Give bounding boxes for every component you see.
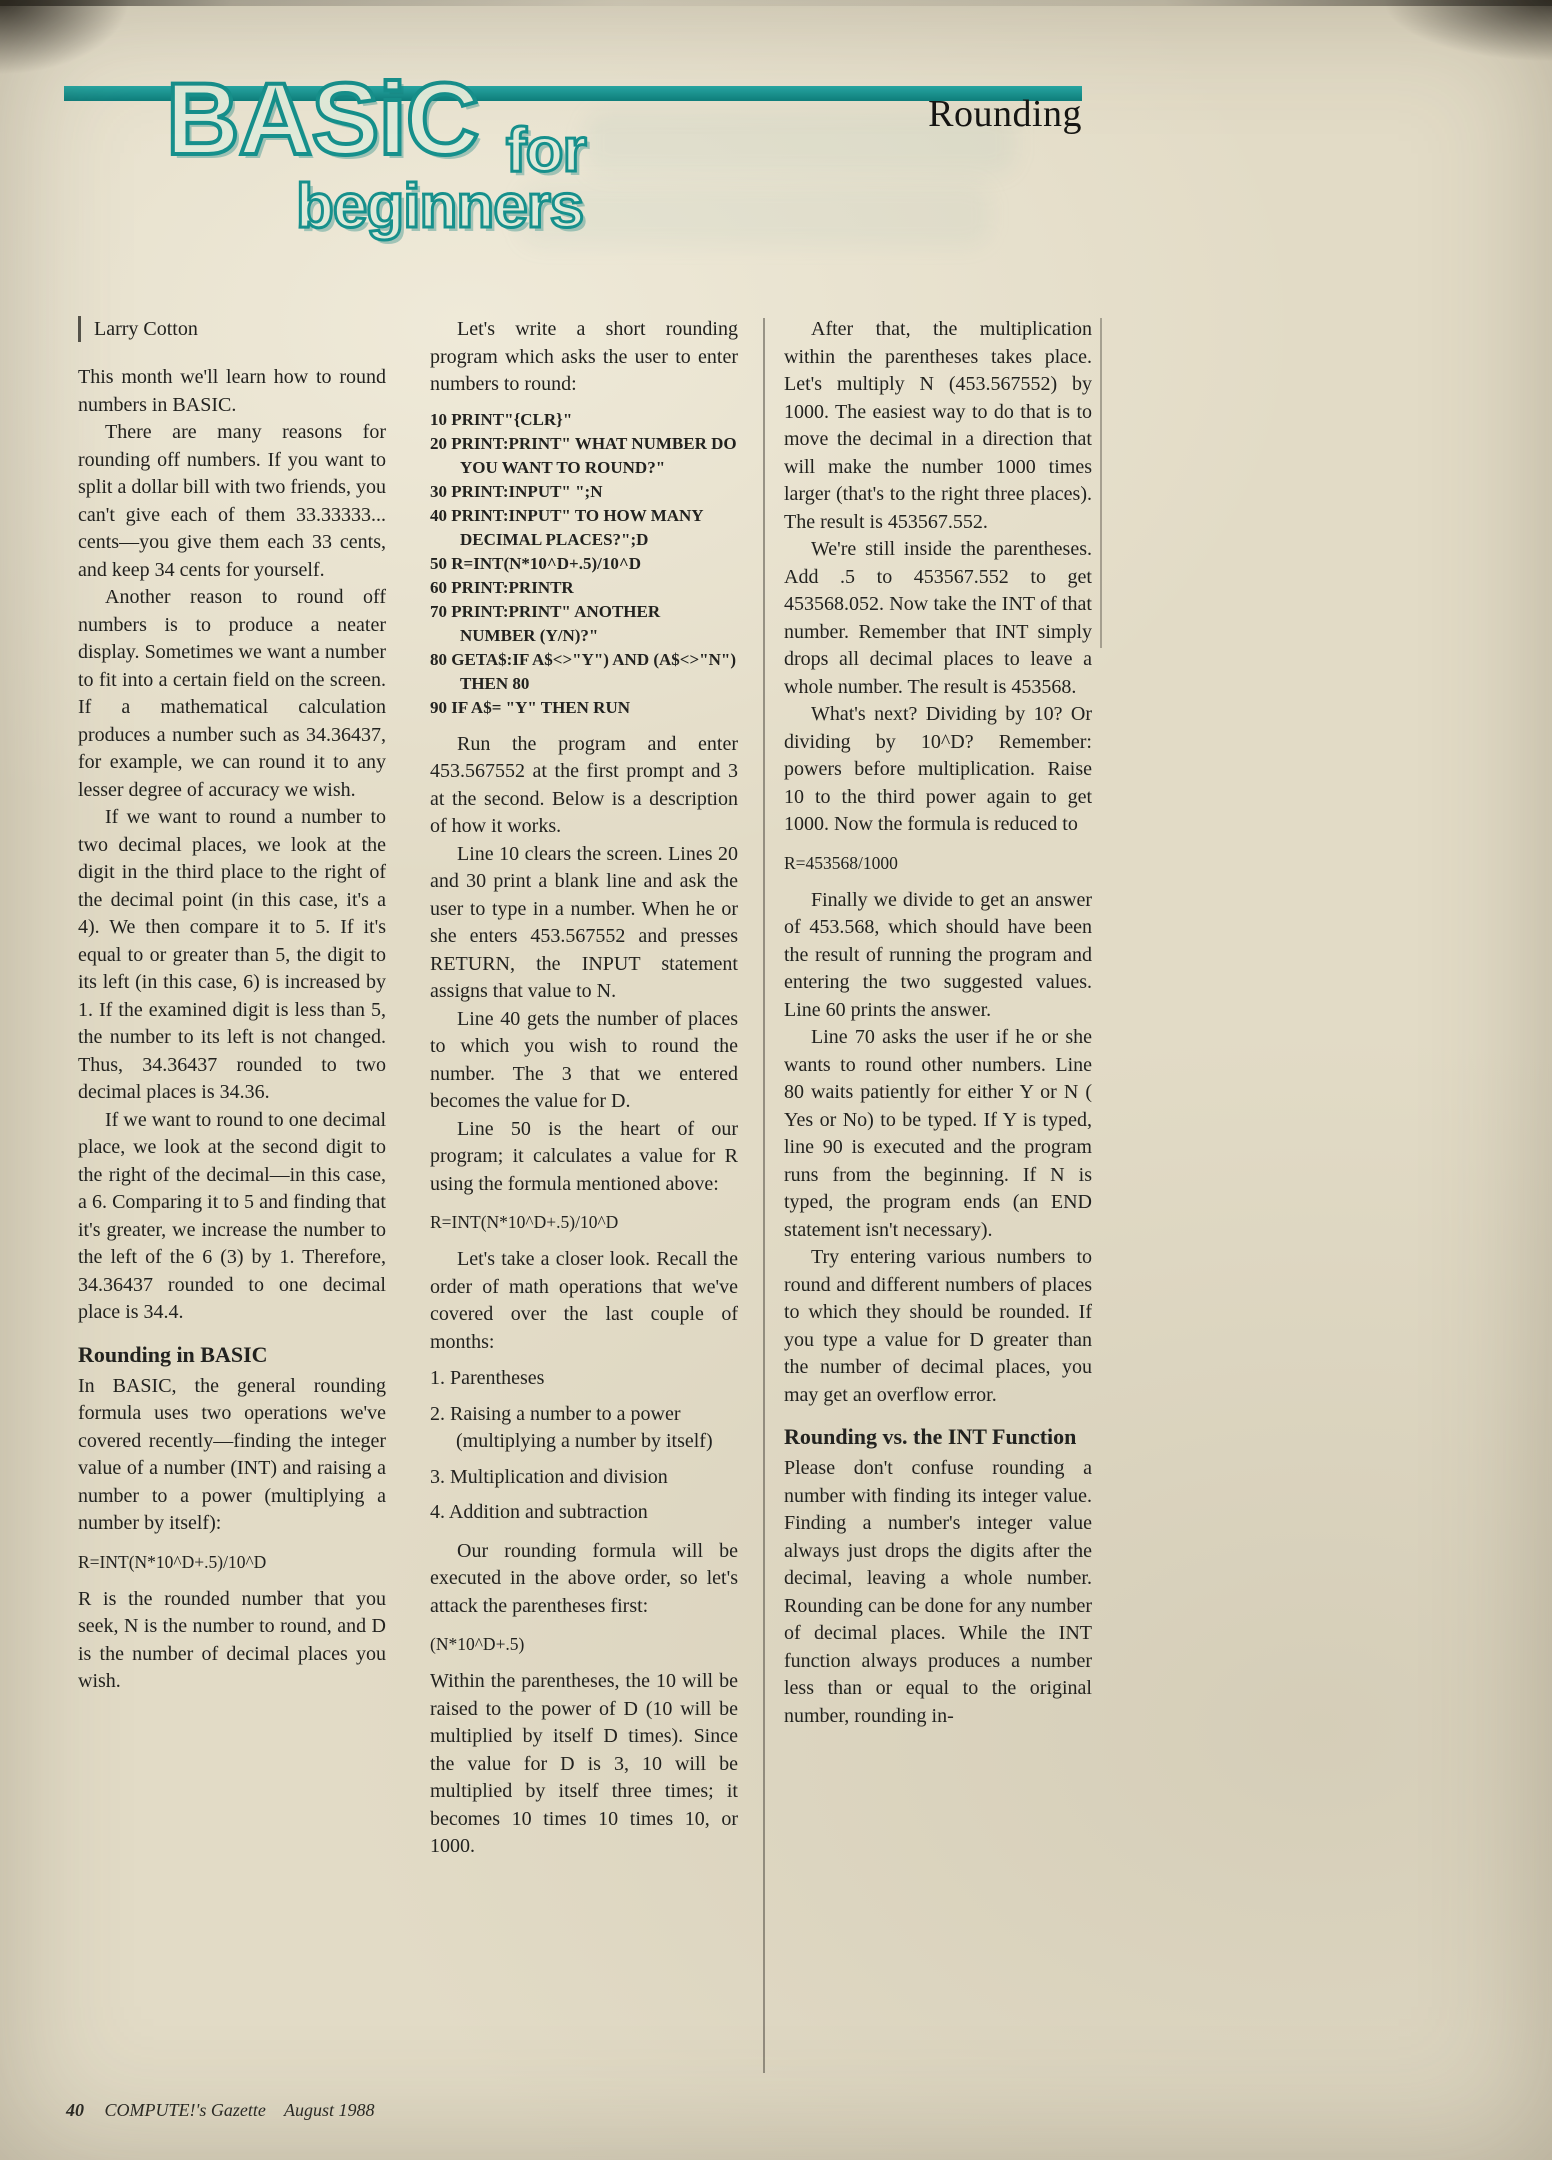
formula-line: (N*10^D+.5) xyxy=(430,1634,525,1654)
list-item: 3. Multiplication and division xyxy=(430,1465,668,1488)
paragraph: Run the program and enter 453.567552 at the first prompt and 3 at the second. Below is a description of how it works. xyxy=(430,732,738,837)
code-line: 80 GETA$:IF A$<>"Y") AND (A$<>"N") THEN 80 xyxy=(430,649,736,693)
code-line: 70 PRINT:PRINT" ANOTHER NUMBER (Y/N)?" xyxy=(430,601,661,645)
subheading-rounding-vs-int: Rounding vs. the INT Function xyxy=(784,1424,1077,1449)
column-1 xyxy=(78,316,386,2091)
byline: Larry Cotton xyxy=(78,316,386,342)
paragraph: R is the rounded number that you seek, N is the number to round, and D is the number of decimal places you wish. xyxy=(78,1587,386,1692)
paragraph: There are many reasons for rounding off numbers. If you want to split a dollar bill with two friends, you can't give each of them 33.33333... cents—you give them each 33 cents, and keep 34 cents for yourself. xyxy=(78,421,386,581)
paragraph: What's next? Dividing by 10? Or dividing by 10^D? Remember: powers before multiplication. Raise 10 to the third power again to get 1000. Now the formula is reduced to xyxy=(784,703,1092,835)
paragraph: Line 10 clears the screen. Lines 20 and 30 print a blank line and ask the user to type in a number. When he or she enters 453.567552 and presses RETURN, the INPUT statement assigns that value to N. xyxy=(430,842,738,1002)
column-2 xyxy=(430,316,738,2091)
paragraph: After that, the multiplication within the parentheses takes place. Let's multiply N (453.567552) by 1000. The easiest way to do that is to move the decimal in a direction that will make the number 1000 times larger (that's to the right three places). The result is 453567.552. xyxy=(784,318,1092,533)
column-3 xyxy=(784,316,1092,2091)
subheading-rounding-in-basic: Rounding in BASIC xyxy=(78,1341,268,1367)
code-line: 50 R=INT(N*10^D+.5)/10^D xyxy=(430,553,642,573)
article-title: Rounding xyxy=(928,93,1082,135)
issue-date: August 1988 xyxy=(284,2100,375,2120)
list-item: 1. Parentheses xyxy=(430,1367,545,1389)
code-line: 90 IF A$= "Y" THEN RUN xyxy=(430,697,630,717)
logo-for: for xyxy=(506,116,586,185)
code-line: 40 PRINT:INPUT" TO HOW MANY DECIMAL PLACES?";D xyxy=(430,505,703,549)
paragraph: This month we'll learn how to round numbers in BASIC. xyxy=(78,366,386,416)
code-line: 30 PRINT:INPUT" ";N xyxy=(430,481,603,501)
magazine-name: COMPUTE!'s Gazette xyxy=(104,2100,266,2120)
order-of-operations-list xyxy=(430,1365,738,1527)
page-bleedthrough xyxy=(520,184,990,246)
paragraph: Within the parentheses, the 10 will be raised to the power of D (10 will be multiplied by itself D times). Since the value for D is 3, 10 will be multiplied by itself three times; it becomes 10 times 10 times 10, or 1000. xyxy=(430,1670,738,1857)
logo-basic: BASiC xyxy=(166,62,479,176)
formula-line: R=INT(N*10^D+.5)/10^D xyxy=(430,1212,619,1232)
code-line: 20 PRINT:PRINT" WHAT NUMBER DO YOU WANT TO ROUND?" xyxy=(430,433,737,477)
paragraph: Line 70 asks the user if he or she wants to round other numbers. Line 80 waits patiently for either Y or N ( Yes or No) to be typed. If Y is typed, line 90 is executed and the program runs from the beginning. If N is typed, the program ends (an END statement isn't necessary). xyxy=(784,1026,1092,1241)
paragraph: Finally we divide to get an answer of 453.568, which should have been the result of running the program and entering the two suggested values. Line 60 prints the answer. xyxy=(784,888,1092,1021)
list-item: 2. Raising a number to a power (multiplying a number by itself) xyxy=(430,1402,713,1452)
scan-corner-right xyxy=(1382,0,1552,62)
paragraph: Another reason to round off numbers is to produce a neater display. Sometimes we want a number to fit into a certain field on the screen. If a mathematical calculation produces a number such as 34.36437, for example, we can round it to any lesser degree of accuracy we wish. xyxy=(78,586,386,801)
paragraph: In BASIC, the general rounding formula uses two operations we've covered recently—finding the integer value of a number (INT) and raising a number to a power (multiplying a number by itself): xyxy=(78,1374,386,1534)
basic-program-listing xyxy=(430,408,738,720)
paragraph: Line 50 is the heart of our program; it calculates a value for R using the formula mentioned above: xyxy=(430,1117,738,1195)
column-rule-middle xyxy=(763,318,765,2073)
scan-corner-left xyxy=(0,0,130,75)
paragraph: Let's take a closer look. Recall the order of math operations that we've covered over the last couple of months: xyxy=(430,1248,738,1353)
page-footer xyxy=(66,2100,375,2121)
list-item: 4. Addition and subtraction xyxy=(430,1501,648,1523)
paragraph: Try entering various numbers to round and different numbers of places to which they should be rounded. If you type a value for D greater than the number of decimal places, you may get an overflow error. xyxy=(784,1246,1092,1406)
paragraph: Our rounding formula will be executed in the above order, so let's attack the parentheses first: xyxy=(430,1539,738,1617)
scan-edge-top xyxy=(0,0,1552,6)
paragraph: We're still inside the parentheses. Add .5 to 453567.552 to get 453568.052. Now take the INT of that number. Remember that INT simply drops all decimal places to leave a whole number. The result is 453568. xyxy=(784,538,1092,698)
paragraph: If we want to round a number to two decimal places, we look at the digit in the third place to the right of the decimal point (in this case, it's a 4). We then compare it to 5. If it's equal to or greater than 5, the digit to its left (in this case, 6) is increased by 1. If the examined digit is less than 5, the number to its left is not changed. Thus, 34.36437 rounded to two decimal places is 34.36. xyxy=(78,806,386,1103)
formula-line: R=INT(N*10^D+.5)/10^D xyxy=(78,1551,267,1572)
paragraph: Line 40 gets the number of places to which you wish to round the number. The 3 that we entered becomes the value for D. xyxy=(430,1007,738,1112)
page-number: 40 xyxy=(66,2100,84,2120)
logo-beginners: beginners xyxy=(296,172,584,241)
formula-line: R=453568/1000 xyxy=(784,852,898,873)
code-line: 10 PRINT"{CLR}" xyxy=(430,409,573,429)
paragraph: If we want to round to one decimal place, we look at the second digit to the right of the decimal—in this case, a 6. Comparing it to 5 and finding that it's greater, we increase the number to the left of the 6 (3) by 1. Therefore, 34.36437 rounded to one decimal place is 34.4. xyxy=(78,1108,386,1323)
paragraph: Please don't confuse rounding a number with finding its integer value. Finding a number's integer value always just drops the digits after the decimal, leaving a whole number. Rounding can be done for any number of decimal places. While the INT function always produces a number less than or equal to the original number, rounding in- xyxy=(784,1457,1092,1727)
code-line: 60 PRINT:PRINTR xyxy=(430,577,574,597)
column-rule-right xyxy=(1100,318,1102,648)
paragraph: Let's write a short rounding program which asks the user to enter numbers to round: xyxy=(430,318,738,395)
